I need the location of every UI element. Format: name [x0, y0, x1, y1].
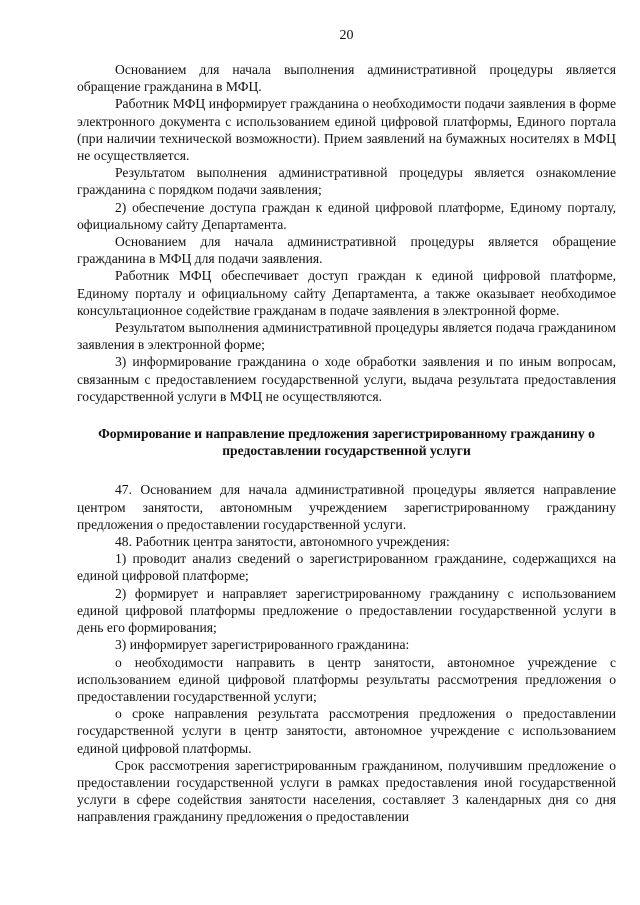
paragraph-item-2-access: 2) обеспечение доступа граждан к единой цифровой платформе, Единому порталу, официальному сайту Департамента.	[77, 199, 616, 232]
paragraph-48-item-1: 1) проводит анализ сведений о зарегистрированном гражданине, содержащихся на единой цифровой платформе;	[77, 551, 616, 584]
paragraph-basis-application: Основанием для начала административной процедуры является обращение гражданина в МФЦ для подачи заявления.	[77, 234, 616, 267]
section-heading: Формирование и направление предложения зарегистрированному гражданину о предоставлении государственной услуги	[98, 426, 595, 459]
paragraph-item-3-informing: 3) информирование гражданина о ходе обработки заявления и по иным вопросам, связанным с предоставлением государственной услуги, выдача результата предоставления государственной услуги в МФЦ не осуществляются.	[77, 354, 616, 404]
paragraph-result-submission: Результатом выполнения административной процедуры является подача гражданином заявления в электронной форме;	[77, 320, 616, 353]
paragraph-48-item-3: 3) информирует зарегистрированного гражданина:	[115, 637, 410, 653]
paragraph-48-item-3-necessity: о необходимости направить в центр занятости, автономное учреждение с использованием единой цифровой платформы результаты рассмотрения предложения о предоставлении государственной услуги;	[77, 654, 616, 704]
section-spacer	[77, 405, 616, 425]
paragraph-48-item-3-deadline: о сроке направления результата рассмотрения предложения о предоставлении государственной услуги в центр занятости, автономное учреждение с использованием единой цифровой платформы.	[77, 706, 616, 756]
paragraph-mfc-provides-access: Работник МФЦ обеспечивает доступ граждан к единой цифровой платформе, Единому порталу и официальному сайту Департамента, а также оказывает необходимое консультационное содействие гражданам в подаче заявления в электронной форме.	[77, 268, 616, 318]
paragraph-review-period: Срок рассмотрения зарегистрированным гражданином, получившим предложение о предоставлении государственной услуги в рамках предоставления иной государственной услуги в сфере содействия занятости населения, составляет 3 календарных дня со дня направления гражданину предложения о предоставлении	[77, 757, 616, 825]
paragraph-clause-47: 47. Основанием для начала административной процедуры является направление центром занятости, автономным учреждением зарегистрированному гражданину предложения о предоставлении государственной услуги.	[77, 482, 616, 532]
paragraph-clause-48: 48. Работник центра занятости, автономного учреждения:	[115, 534, 450, 550]
body-text-after-heading	[77, 481, 616, 825]
page-number: 20	[339, 28, 354, 43]
paragraph-result-familiarization: Результатом выполнения административной процедуры является ознакомление гражданина с порядком подачи заявления;	[77, 165, 616, 198]
paragraph-basis-mfc-appeal: Основанием для начала выполнения административной процедуры является обращение гражданина в МФЦ.	[77, 62, 616, 95]
paragraph-48-item-2: 2) формирует и направляет зарегистрированному гражданину с использованием единой цифровой платформы предложение о предоставлении государственной услуги в день его формирования;	[77, 585, 616, 636]
paragraph-mfc-informs: Работник МФЦ информирует гражданина о необходимости подачи заявления в форме электронного документа с использованием единой цифровой платформы, Единого портала (при наличии технической возможности). Прием заявлений на бумажных носителях в МФЦ не осуществляется.	[77, 96, 616, 164]
body-text-before-heading	[77, 61, 616, 405]
